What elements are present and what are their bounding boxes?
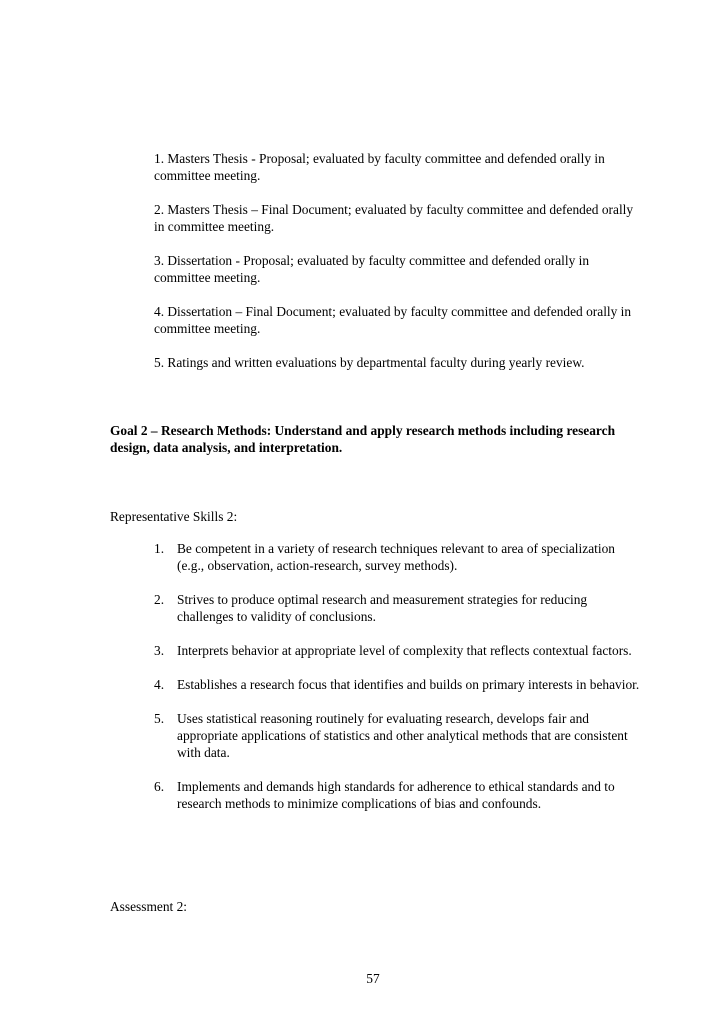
skill-text: Interprets behavior at appropriate level of complexity that reflects contextual factors. — [177, 643, 632, 658]
skill-number: 5. — [154, 711, 165, 726]
skill-text: Uses statistical reasoning routinely for evaluating research, develops fair and appropriate applications of statistics and other analytical methods that are consistent with data. — [177, 711, 628, 760]
skill-item — [154, 778, 644, 812]
skill-item — [154, 676, 644, 693]
representative-skills-2-label: Representative Skills 2: — [110, 509, 238, 524]
goal-2-heading: Goal 2 – Research Methods: Understand and apply research methods including research design, data analysis, and interpretation. — [110, 423, 616, 455]
assessment-item: 3. Dissertation - Proposal; evaluated by faculty committee and defended orally in committee meeting. — [154, 253, 590, 285]
skill-text: Establishes a research focus that identifies and builds on primary interests in behavior. — [177, 677, 640, 692]
skill-number: 4. — [154, 677, 165, 692]
skill-item — [154, 540, 644, 574]
skill-text: Be competent in a variety of research techniques relevant to area of specialization (e.g., observation, action-research, survey methods). — [177, 541, 615, 573]
skill-item — [154, 591, 644, 625]
skill-number: 1. — [154, 541, 165, 556]
skill-item — [154, 710, 644, 761]
assessment-item: 2. Masters Thesis – Final Document; evaluated by faculty committee and defended orally in committee meeting. — [154, 202, 634, 234]
skill-item — [154, 642, 644, 659]
assessment-item: 5. Ratings and written evaluations by departmental faculty during yearly review. — [154, 355, 585, 370]
assessment-item: 1. Masters Thesis - Proposal; evaluated by faculty committee and defended orally in committee meeting. — [154, 151, 605, 183]
page-number: 57 — [366, 971, 380, 986]
assessment-2-label: Assessment 2: — [110, 899, 187, 914]
assessment-1-list — [154, 150, 644, 388]
assessment-item: 4. Dissertation – Final Document; evaluated by faculty committee and defended orally in committee meeting. — [154, 304, 632, 336]
skill-number: 6. — [154, 779, 165, 794]
skill-number: 3. — [154, 643, 165, 658]
skill-number: 2. — [154, 592, 165, 607]
skill-text: Strives to produce optimal research and measurement strategies for reducing challenges to validity of conclusions. — [177, 592, 588, 624]
skill-text: Implements and demands high standards for adherence to ethical standards and to research methods to minimize complications of bias and confounds. — [177, 779, 615, 811]
skills-2-list — [154, 540, 644, 829]
